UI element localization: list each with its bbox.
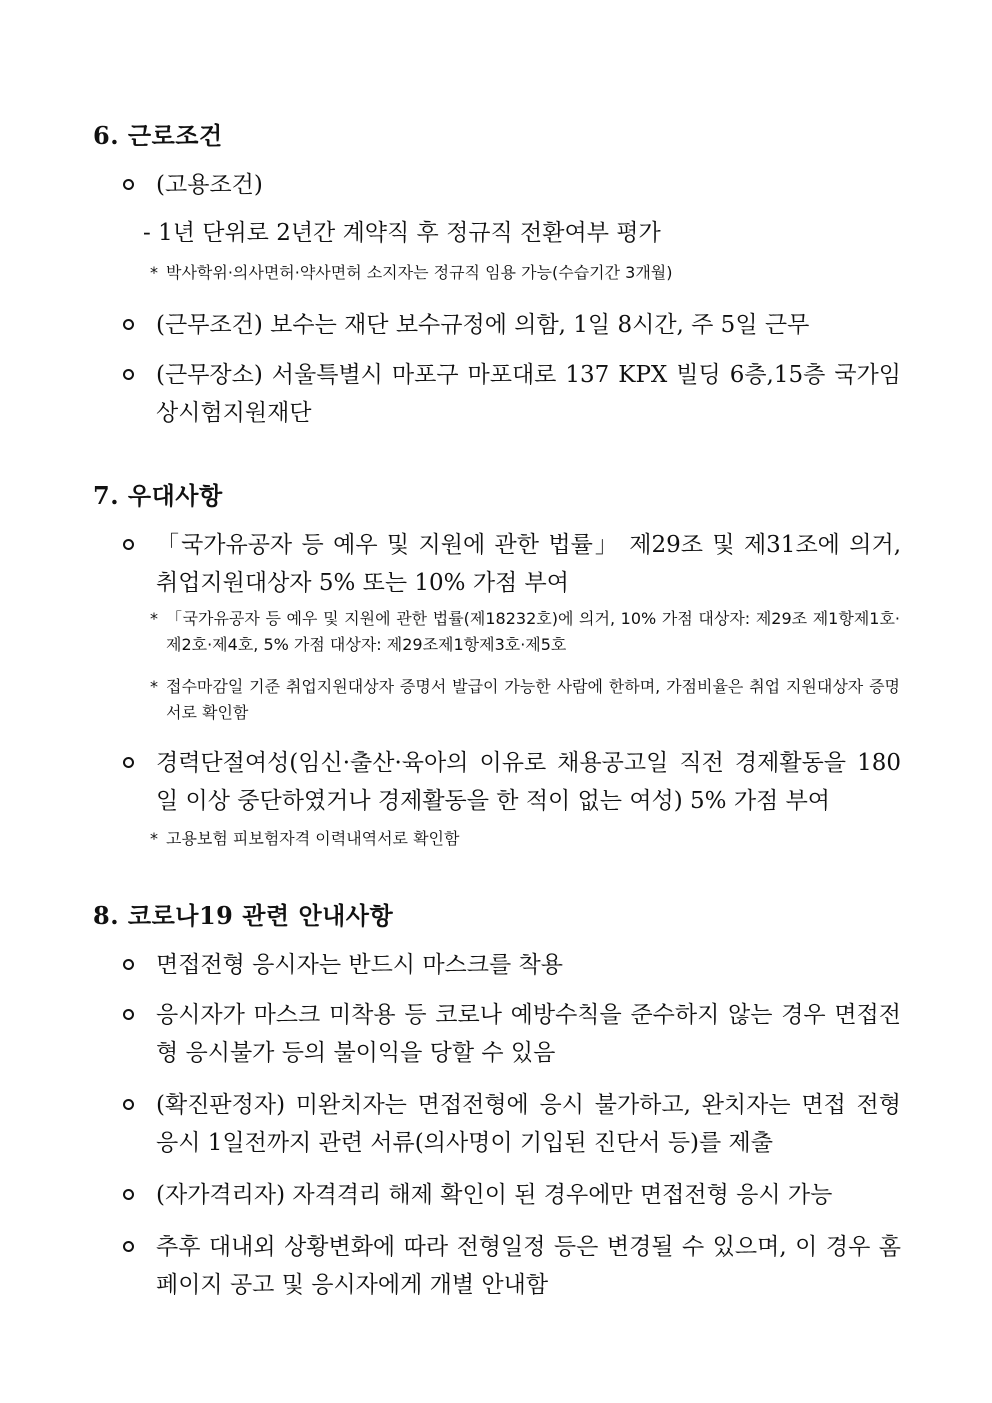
- note-text: 접수마감일 기준 취업지원대상자 증명서 발급이 가능한 사람에 한하며, 가점비율은 취업 지원대상자 증명서로 확인함: [166, 677, 900, 722]
- section-8-heading: 8. 코로나19 관련 안내사항: [93, 901, 394, 930]
- circle-bullet-icon: [123, 1009, 134, 1020]
- bullet-text: (근무장소) 서울특별시 마포구 마포대로 137 KPX 빌딩 6층,15층 국가임상시험지원재단: [156, 362, 901, 426]
- circle-bullet-icon: [123, 1241, 134, 1252]
- bullet-text: (자가격리자) 자격격리 해제 확인이 된 경우에만 면접전형 응시 가능: [156, 1182, 833, 1208]
- bullet-text: (확진판정자) 미완치자는 면접전형에 응시 불가하고, 완치자는 면접 전형 응시 1일전까지 관련 서류(의사명이 기입된 진단서 등)를 제출: [156, 1092, 901, 1156]
- circle-bullet-icon: [123, 959, 134, 970]
- circle-bullet-icon: [123, 319, 134, 330]
- circle-bullet-icon: [123, 757, 134, 768]
- note-marker: *: [150, 829, 158, 848]
- note-text: 박사학위·의사면허·약사면허 소지자는 정규직 임용 가능(수습기간 3개월): [166, 263, 673, 282]
- bullet-text: 면접전형 응시자는 반드시 마스크를 착용: [156, 952, 563, 978]
- bullet-text: 추후 대내외 상황변화에 따라 전형일정 등은 변경될 수 있으며, 이 경우 홈페이지 공고 및 응시자에게 개별 안내함: [156, 1234, 901, 1298]
- note-marker: *: [150, 609, 158, 628]
- section-6-heading: 6. 근로조건: [93, 121, 223, 150]
- section-7-heading: 7. 우대사항: [93, 481, 223, 510]
- note-marker: *: [150, 263, 158, 282]
- circle-bullet-icon: [123, 539, 134, 550]
- note-text: 고용보험 피보험자격 이력내역서로 확인함: [166, 829, 460, 848]
- bullet-text: 경력단절여성(임신·출산·육아의 이유로 채용공고일 직전 경제활동을 180일 이상 중단하였거나 경제활동을 한 적이 없는 여성) 5% 가점 부여: [156, 750, 901, 814]
- note-veterans-law: [150, 606, 900, 658]
- circle-bullet-icon: [123, 179, 134, 190]
- circle-bullet-icon: [123, 1099, 134, 1110]
- note-doctorate: [150, 260, 900, 286]
- note-text: 「국가유공자 등 예우 및 지원에 관한 법률(제18232호)에 의거, 10% 가점 대상자: 제29조 제1항제1호·제2호·제4호, 5% 가점 대상자: 제29조제1항제3호·제5호: [166, 609, 900, 654]
- circle-bullet-icon: [123, 369, 134, 380]
- bullet-text: 응시자가 마스크 미착용 등 코로나 예방수칙을 준수하지 않는 경우 면접전형 응시불가 등의 불이익을 당할 수 있음: [156, 1002, 901, 1066]
- circle-bullet-icon: [123, 1189, 134, 1200]
- note-certificate: [150, 674, 900, 726]
- note-insurance: [150, 826, 900, 852]
- dash-item-contract: - 1년 단위로 2년간 계약직 후 정규직 전환여부 평가: [143, 220, 661, 246]
- bullet-text: 「국가유공자 등 예우 및 지원에 관한 법률」 제29조 및 제31조에 의거, 취업지원대상자 5% 또는 10% 가점 부여: [156, 532, 901, 596]
- note-marker: *: [150, 677, 158, 696]
- bullet-text: (고용조건): [156, 172, 263, 198]
- bullet-text: (근무조건) 보수는 재단 보수규정에 의함, 1일 8시간, 주 5일 근무: [156, 312, 810, 338]
